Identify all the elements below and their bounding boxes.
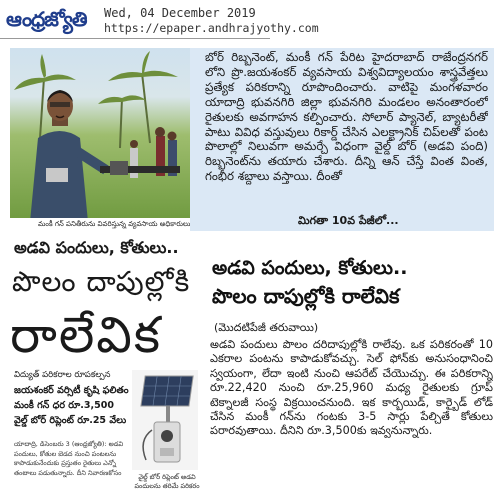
header-divider bbox=[0, 38, 270, 39]
news-photo bbox=[10, 48, 190, 222]
bullet-item: వైల్డ్ బోర్ రిప్లెంట్ రూ.25 వేలు bbox=[14, 415, 127, 426]
device-caption: వైల్డ్ బోర్ రిప్లెంట్ అడవి పందులను తరిమే పరికరం bbox=[134, 473, 200, 490]
newspaper-logo[interactable]: ఆంధ్రజ్యోతి bbox=[6, 7, 87, 31]
left-dateline-text: యాదాద్రి, డిసెంబరు 3 (ఆంధ్రజ్యోతి): అడవి పందులు, కోతుల బెడద నుంచి పంటలను కాపాడుకునేందుకు ప్రస్తుతం రైతులు ఎన్నో తంటాలు పడుతున్నారు. దీని నివారణకోసం bbox=[14, 440, 124, 477]
epaper-header bbox=[0, 0, 500, 40]
right-headline-kicker: అడవి పందులు, కోతులు.. bbox=[212, 257, 408, 279]
left-headline-large: రాలేవిక bbox=[10, 306, 162, 364]
top-article-body bbox=[205, 50, 488, 214]
left-headline-main: పొలం దాపుల్లోకి bbox=[12, 265, 191, 298]
top-article-text: బోర్ రిబ్బనెంట్, మంకీ గన్ పేరిట హైదరాబాద్ రాజేంద్రనగర్ లోని ప్రొ.జయశంకర్ వ్యవసాయ విశ్వవిద్యాలయం శాస్త్రవేత్తలు ప్రత్యేక పరికరాన్ని రూపొందించారు. వాటిపై మంగళవారం యాదాద్రి భువనగిరి జిల్లా భువనగిరి మండలం అనంతారంలో రైతులకు అవగాహన కల్పించారు. సోలార్ ప్యానెల్, బ్యాటరీతో పాటు వివిధ వస్తువులు రికార్డ్ చేసిన ఎలక్ట్రానిక్ చిప్‌లతో పంట పొలాల్లో నిలువగా అమర్చే విధంగా వైల్డ్ బోర్ (అడవి పంది) రిబ్బనెంట్‌ను తయారు చేశారు. దీన్ని ఆన్ చేస్తే వింత వింత, గంభీర శబ్దాలు వస్తాయి. దీంతో bbox=[205, 50, 488, 184]
photo-caption: మంకీ గన్ పనితీరును వివరిస్తున్న వ్యవసాయ అధికారులు bbox=[10, 218, 190, 231]
bullet-item: మంకీ గన్ ధర రూ.3,500 bbox=[14, 400, 114, 411]
edition-date: Wed, 04 December 2019 bbox=[104, 6, 256, 20]
solar-device-illustration bbox=[132, 370, 198, 470]
continued-on-page-link[interactable]: మిగతా 10వ పేజీలో... bbox=[298, 214, 399, 227]
bullet-item: జయశంకర్ వర్సిటీ కృషి ఫలితం bbox=[14, 385, 129, 396]
highlight-bullets bbox=[14, 368, 129, 428]
left-headline-kicker: అడవి పందులు, కోతులు.. bbox=[14, 238, 179, 257]
device-photo bbox=[132, 370, 198, 470]
right-headline-main: పొలం దాపుల్లోకి రాలేవిక bbox=[212, 284, 400, 308]
epaper-url-link[interactable]: https://epaper.andhrajyothy.com bbox=[104, 21, 319, 35]
right-article-body: అడవి పందులు పొలం దరిదాపుల్లోకి రాలేవు. ఒక పరికరంతో 10 ఎకరాల పంటను కాపాడుకోవచ్చు. సెల్ ఫోన్‌కు అనుసంధానించి స్వయంగా, లేదా ఇంటి నుంచి ఆపరేట్ చేయొచ్చు. ఈ పరికరాన్ని రూ.22,420 నుంచి రూ.25,960 మధ్య రైతులకు గ్రూప్ టెక్నాలజీ సంస్థ విక్రయించనుంది. ఇక కార్బయిడ్, కార్బైడ్ లోడ్ చేసిన మంకీ గన్‌ను గంటకు 3-5 సార్లు పేల్చితే కోతులు పరారవుతాయి. దీనిని రూ.3,500కు ఇవ్వనున్నారు. bbox=[210, 338, 493, 438]
continued-from-note: (మొదటిపేజీ తరువాయి) bbox=[214, 321, 319, 334]
photo-illustration bbox=[10, 48, 190, 222]
bullet-item: విద్యుత్ పరికరాల రూపకల్పన bbox=[14, 370, 111, 380]
